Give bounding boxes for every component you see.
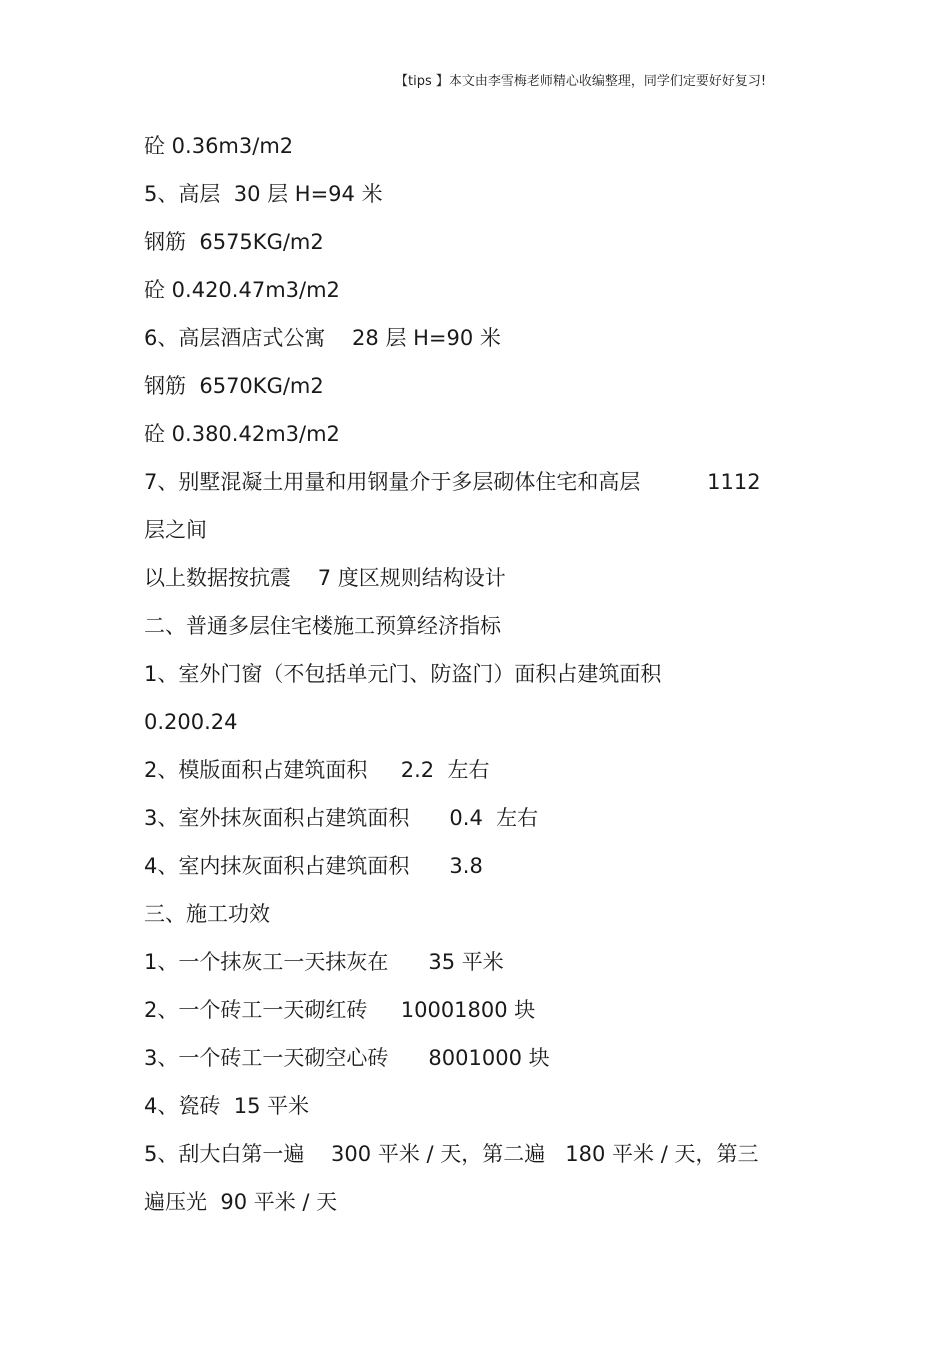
text-line: 以上数据按抗震 7 度区规则结构设计 [144,566,506,590]
text-line: 6、高层酒店式公寓 28 层 H=90 米 [144,326,501,350]
text-line: 7、别墅混凝土用量和用钢量介于多层砌体住宅和高层 1112 [144,470,761,494]
text-line: 5、刮大白第一遍 300 平米 / 天，第二遍 180 平米 / 天，第三 [144,1142,759,1166]
section-heading: 三、施工功效 [144,902,270,926]
text-line: 4、瓷砖 15 平米 [144,1094,310,1118]
section-heading: 二、普通多层住宅楼施工预算经济指标 [144,614,501,638]
text-line: 钢筋 6575KG/m2 [144,230,324,254]
text-line: 砼 0.380.42m3/m2 [144,422,340,446]
text-line: 3、室外抹灰面积占建筑面积 0.4 左右 [144,806,539,830]
text-line: 砼 0.36m3/m2 [144,134,294,158]
text-line: 2、模版面积占建筑面积 2.2 左右 [144,758,490,782]
text-line: 0.200.24 [144,710,238,734]
text-line: 层之间 [144,518,207,542]
text-line: 5、高层 30 层 H=94 米 [144,182,383,206]
text-line: 3、一个砖工一天砌空心砖 8001000 块 [144,1046,550,1070]
text-line: 2、一个砖工一天砌红砖 10001800 块 [144,998,536,1022]
text-line: 遍压光 90 平米 / 天 [144,1190,338,1214]
text-line: 砼 0.420.47m3/m2 [144,278,340,302]
text-line: 1、室外门窗（不包括单元门、防盗门）面积占建筑面积 [144,662,662,686]
text-line: 钢筋 6570KG/m2 [144,374,324,398]
text-line: 1、一个抹灰工一天抹灰在 35 平米 [144,950,504,974]
text-line: 4、室内抹灰面积占建筑面积 3.8 [144,854,483,878]
tips-header: 【tips 】本文由李雪梅老师精心收编整理，同学们定要好好复习! [395,74,767,89]
